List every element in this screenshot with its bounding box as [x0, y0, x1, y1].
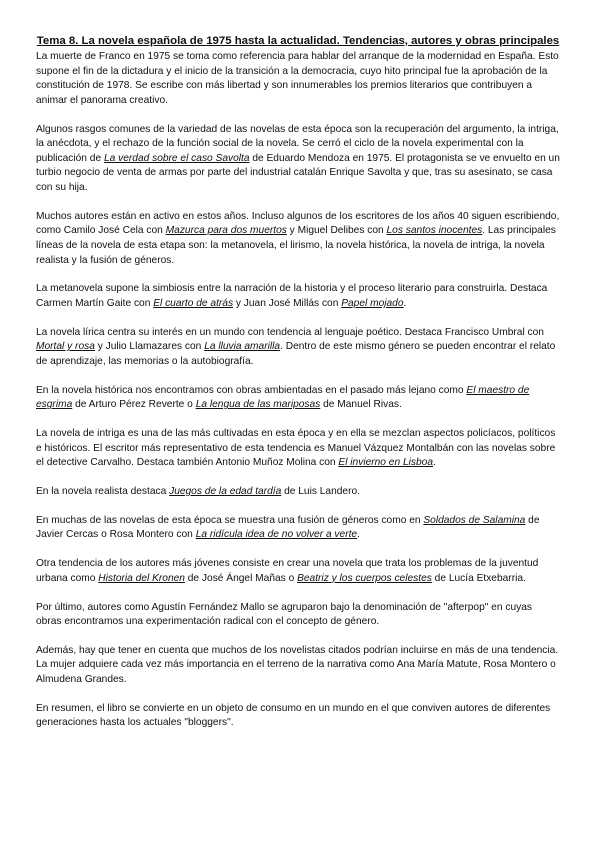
- text-run: y Miguel Delibes con: [286, 225, 387, 237]
- text-run: Por último, autores como Agustín Fernández Mallo se agruparon bajo la denominación de "afterpop" en cuyas obras encontramos una experimentación radical con el concepto de género.: [36, 601, 532, 628]
- paragraph: [36, 514, 560, 543]
- text-run: de Manuel Rivas.: [320, 399, 402, 411]
- text-run: . Dentro de este mismo género se pueden encontrar el relato de aprendizaje, las memorias o la autobiografía.: [36, 341, 556, 367]
- text-run: En muchas de las novelas de esta época se muestra una fusión de géneros como en: [36, 514, 424, 526]
- text-run: En resumen, el libro se convierte en un objeto de consumo en un mundo en el que conviven autores de diferentes generaciones hasta los actuales "bloggers".: [36, 702, 551, 729]
- text-run: .: [432, 457, 436, 469]
- work-title: Juegos de la edad tardía: [169, 485, 282, 497]
- work-title: El invierno en Lisboa: [338, 457, 433, 469]
- text-run: .: [403, 297, 407, 309]
- paragraph: [36, 485, 560, 500]
- text-run: de Arturo Pérez Reverte o: [72, 399, 196, 411]
- text-run: Algunos rasgos comunes de la variedad de las novelas de esta época son la recuperación del argumento, la intriga, la anécdota, y el rechazo de la función social de la novela. Se cerró el ciclo de la novela experimental con la publicación de: [36, 123, 559, 164]
- document-title: Tema 8. La novela española de 1975 hasta la actualidad. Tendencias, autores y obras principales: [36, 35, 560, 47]
- text-run: y Juan José Millás con: [233, 297, 342, 309]
- work-title: El maestro de esgrima: [36, 384, 530, 411]
- work-title: Papel mojado: [341, 297, 404, 309]
- work-title: La lluvia amarilla: [204, 341, 281, 353]
- work-title: El cuarto de atrás: [153, 297, 234, 309]
- paragraph: [36, 384, 560, 413]
- paragraph: [36, 601, 560, 630]
- text-run: de Luis Landero.: [281, 485, 360, 497]
- paragraph: [36, 210, 560, 268]
- text-run: En la novela realista destaca: [36, 485, 170, 497]
- text-run: de José Ángel Mañas o: [184, 572, 298, 584]
- text-run: y Julio Llamazares con: [94, 341, 205, 353]
- paragraph: [36, 282, 560, 311]
- work-title: Soldados de Salamina: [423, 514, 526, 526]
- paragraph: [36, 326, 560, 370]
- text-run: Muchos autores están en activo en estos años. Incluso algunos de los escritores de los años 40 siguen escribiendo, como Camilo José Cela con: [36, 210, 560, 237]
- text-run: La metanovela supone la simbiosis entre la narración de la historia y el proceso literario para construirla. Destaca Carmen Martín Gaite con: [36, 283, 548, 309]
- work-title: Beatriz y los cuerpos celestes: [297, 572, 432, 584]
- work-title: La lengua de las mariposas: [195, 399, 321, 411]
- text-run: La novela lírica centra su interés en un mundo con tendencia al lenguaje poético. Destaca Francisco Umbral con: [36, 326, 544, 338]
- text-run: .: [357, 529, 360, 541]
- work-title: Historia del Kronen: [98, 572, 185, 584]
- text-run: La novela de intriga es una de las más cultivadas en esta época y en ella se mezclan aspectos policíacos, políticos e históricos. El escritor más representativo de esta tendencia es Manuel Vázquez Montalbán con las novelas sobre el detective Carvalho. Destaca también Antonio Muñoz Molina con: [36, 428, 556, 469]
- text-run: de Lucía Etxebarria.: [431, 572, 526, 584]
- text-run: de Javier Cercas o Rosa Montero con: [36, 514, 540, 541]
- paragraph: [36, 427, 560, 471]
- text-run: Otra tendencia de los autores más jóvenes consiste en crear una novela que trata los problemas de la juventud urbana como: [36, 558, 539, 584]
- text-run: En la novela histórica nos encontramos con obras ambientadas en el pasado más lejano como: [36, 384, 467, 396]
- text-run: Además, hay que tener en cuenta que muchos de los novelistas citados podrían incluirse en más de una tendencia. La mujer adquiere cada vez más importancia en el terreno de la narrativa como Ana María Matute, Rosa Montero o Almudena Grandes.: [36, 644, 559, 686]
- paragraph: [36, 702, 560, 731]
- paragraph: [36, 644, 560, 688]
- work-title: Los santos inocentes: [386, 225, 483, 237]
- work-title: Mazurca para dos muertos: [165, 225, 287, 237]
- document-body: [36, 50, 560, 731]
- text-run: La muerte de Franco en 1975 se toma como referencia para hablar del arranque de la modernidad en España. Esto supone el fin de la dictadura y el inicio de la transición a la democracia, cuyo hito principal fue la aprobación de la constitución de 1978. Se escribe con más libertad y son innumerables los premios literarios que contribuyen a animar el panorama creativo.: [36, 51, 559, 106]
- text-run: de Eduardo Mendoza en 1975. El protagonista se ve envuelto en un turbio negocio de venta de armas por parte del industrial catalán Enrique Savolta y que, tras su asesinato, se casa con su hija.: [36, 152, 560, 193]
- paragraph: [36, 557, 560, 586]
- work-title: La verdad sobre el caso Savolta: [103, 152, 250, 164]
- paragraph: [36, 123, 560, 196]
- text-run: . Las principales líneas de la novela de esta etapa son: la metanovela, el lirismo, la novela histórica, la novela de intriga, la novela realista y la fusión de géneros.: [36, 225, 556, 266]
- work-title: La ridícula idea de no volver a verte: [195, 529, 358, 541]
- work-title: Mortal y rosa: [36, 341, 95, 353]
- paragraph: [36, 50, 560, 108]
